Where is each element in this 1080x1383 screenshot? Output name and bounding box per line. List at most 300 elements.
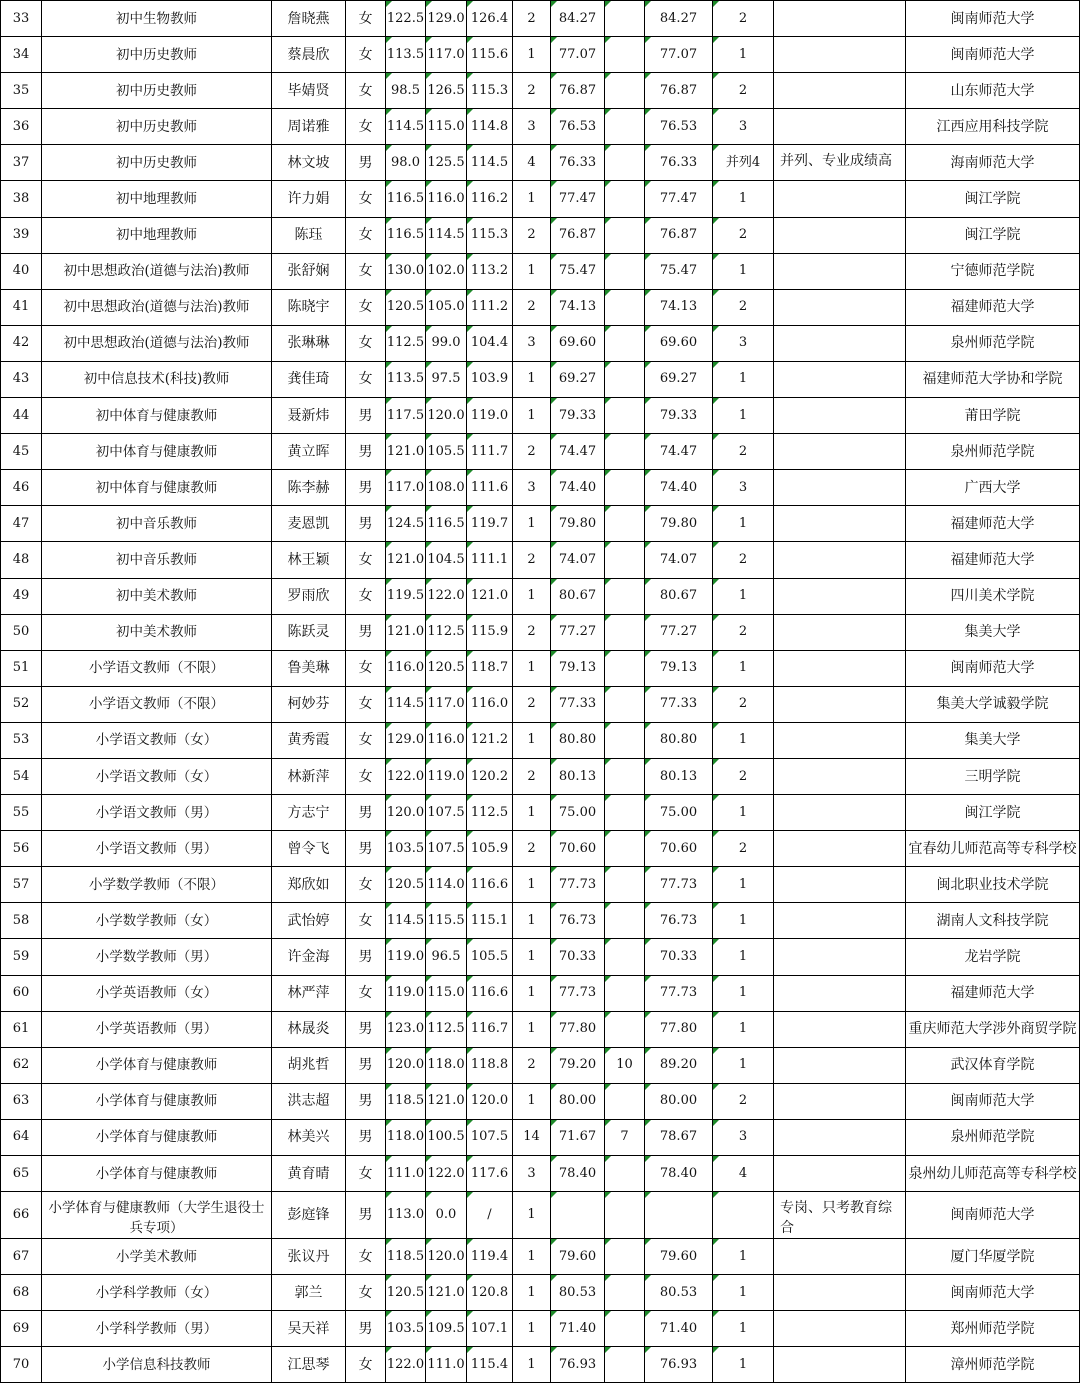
score-1-cell: 113.0 [386,1192,426,1239]
rank-2-cell: 1 [713,1275,774,1311]
school-cell: 宁德师范学院 [906,253,1080,289]
score-1-cell: 103.5 [386,831,426,867]
written-score-cell: 79.13 [551,650,605,686]
bonus-cell [605,542,645,578]
position-cell: 小学英语教师（女） [42,975,272,1011]
school-cell: 泉州幼儿师范高等专科学校 [906,1156,1080,1192]
rank-2-cell [713,1192,774,1239]
rank-1-cell: 2 [513,614,551,650]
row-number: 65 [1,1156,42,1192]
written-score-cell: 74.40 [551,470,605,506]
written-score-cell [551,1192,605,1239]
school-cell: 泉州师范学院 [906,434,1080,470]
name-cell: 麦恩凯 [272,506,346,542]
name-cell: 詹晓燕 [272,1,346,37]
row-number: 60 [1,975,42,1011]
table-row [1,1083,1080,1119]
table-row [1,109,1080,145]
rank-1-cell: 2 [513,73,551,109]
score-3-cell: 115.3 [467,217,513,253]
name-cell: 吴天祥 [272,1311,346,1347]
rank-1-cell: 1 [513,37,551,73]
score-3-cell: 115.3 [467,73,513,109]
score-3-cell: 111.6 [467,470,513,506]
rank-2-cell: 2 [713,217,774,253]
note-cell [774,361,906,397]
note-cell [774,1156,906,1192]
name-cell: 陈李赫 [272,470,346,506]
school-cell: 泉州师范学院 [906,325,1080,361]
score-1-cell: 120.0 [386,1047,426,1083]
written-score-cell: 76.73 [551,903,605,939]
note-cell [774,614,906,650]
score-1-cell: 120.5 [386,867,426,903]
score-1-cell: 113.5 [386,37,426,73]
score-3-cell: 119.7 [467,506,513,542]
score-1-cell: 120.5 [386,1275,426,1311]
score-1-cell: 112.5 [386,325,426,361]
table-row [1,506,1080,542]
note-cell [774,181,906,217]
school-cell: 四川美术学院 [906,578,1080,614]
score-3-cell: 107.5 [467,1119,513,1155]
position-cell: 小学语文教师（不限） [42,650,272,686]
score-1-cell: 117.5 [386,398,426,434]
score-3-cell: 126.4 [467,1,513,37]
table-row [1,867,1080,903]
bonus-cell: 7 [605,1119,645,1155]
rank-1-cell: 1 [513,1275,551,1311]
note-cell [774,434,906,470]
row-number: 36 [1,109,42,145]
rank-2-cell: 1 [713,361,774,397]
rank-1-cell: 1 [513,650,551,686]
school-cell: 湖南人文科技学院 [906,903,1080,939]
note-cell [774,73,906,109]
score-3-cell: 107.1 [467,1311,513,1347]
score-3-cell: 118.7 [467,650,513,686]
written-score-cell: 71.67 [551,1119,605,1155]
bonus-cell [605,470,645,506]
note-cell [774,795,906,831]
row-number: 67 [1,1239,42,1275]
row-number: 54 [1,758,42,794]
position-cell: 初中思想政治(道德与法治)教师 [42,289,272,325]
total-score-cell: 71.40 [645,1311,713,1347]
note-cell [774,1119,906,1155]
score-3-cell: 115.9 [467,614,513,650]
score-1-cell: 121.0 [386,434,426,470]
position-cell: 初中地理教师 [42,181,272,217]
row-number: 58 [1,903,42,939]
score-3-cell: 115.4 [467,1347,513,1383]
row-number: 47 [1,506,42,542]
bonus-cell [605,795,645,831]
written-score-cell: 77.33 [551,686,605,722]
total-score-cell [645,1192,713,1239]
position-cell: 初中思想政治(道德与法治)教师 [42,325,272,361]
school-cell: 郑州师范学院 [906,1311,1080,1347]
rank-2-cell: 1 [713,1347,774,1383]
position-cell: 初中美术教师 [42,578,272,614]
rank-2-cell: 1 [713,1311,774,1347]
written-score-cell: 69.60 [551,325,605,361]
position-cell: 初中信息技术(科技)教师 [42,361,272,397]
school-cell: 闽南师范大学 [906,650,1080,686]
bonus-cell [605,325,645,361]
note-cell [774,542,906,578]
note-cell [774,470,906,506]
position-cell: 小学语文教师（不限） [42,686,272,722]
school-cell: 泉州师范学院 [906,1119,1080,1155]
score-3-cell: 104.4 [467,325,513,361]
table-row [1,289,1080,325]
row-number: 70 [1,1347,42,1383]
position-cell: 初中历史教师 [42,73,272,109]
rank-1-cell: 2 [513,1,551,37]
total-score-cell: 79.80 [645,506,713,542]
written-score-cell: 78.40 [551,1156,605,1192]
row-number: 48 [1,542,42,578]
school-cell: 闽南师范大学 [906,37,1080,73]
total-score-cell: 80.67 [645,578,713,614]
rank-2-cell: 2 [713,289,774,325]
total-score-cell: 77.73 [645,975,713,1011]
total-score-cell: 75.47 [645,253,713,289]
score-2-cell: 121.0 [426,1083,467,1119]
note-cell [774,253,906,289]
table-row [1,650,1080,686]
score-3-cell: 103.9 [467,361,513,397]
position-cell: 小学体育与健康教师 [42,1083,272,1119]
rank-1-cell: 1 [513,795,551,831]
bonus-cell [605,217,645,253]
rank-2-cell: 3 [713,470,774,506]
rank-2-cell: 1 [713,939,774,975]
written-score-cell: 77.27 [551,614,605,650]
name-cell: 蔡晨欣 [272,37,346,73]
school-cell: 宜春幼儿师范高等专科学校 [906,831,1080,867]
total-score-cell: 74.47 [645,434,713,470]
name-cell: 张琳琳 [272,325,346,361]
name-cell: 方志宁 [272,795,346,831]
score-1-cell: 118.5 [386,1083,426,1119]
position-cell: 初中生物教师 [42,1,272,37]
gender-cell: 女 [346,1275,386,1311]
table-row [1,1275,1080,1311]
rank-2-cell: 3 [713,1119,774,1155]
row-number: 38 [1,181,42,217]
gender-cell: 女 [346,361,386,397]
note-cell [774,1275,906,1311]
score-1-cell: 116.5 [386,181,426,217]
table-row [1,1119,1080,1155]
name-cell: 林严萍 [272,975,346,1011]
note-cell [774,1311,906,1347]
rank-2-cell: 1 [713,1011,774,1047]
bonus-cell [605,73,645,109]
position-cell: 初中思想政治(道德与法治)教师 [42,253,272,289]
score-2-cell: 116.5 [426,506,467,542]
rank-2-cell: 1 [713,975,774,1011]
rank-1-cell: 1 [513,253,551,289]
school-cell: 集美大学 [906,722,1080,758]
position-cell: 小学数学教师（男） [42,939,272,975]
score-3-cell: 116.2 [467,181,513,217]
gender-cell: 男 [346,1192,386,1239]
score-3-cell: 111.1 [467,542,513,578]
score-2-cell: 126.5 [426,73,467,109]
row-number: 69 [1,1311,42,1347]
score-2-cell: 105.0 [426,289,467,325]
score-2-cell: 120.0 [426,398,467,434]
school-cell: 闽北职业技术学院 [906,867,1080,903]
rank-2-cell: 3 [713,109,774,145]
name-cell: 陈珏 [272,217,346,253]
name-cell: 黄立晖 [272,434,346,470]
row-number: 56 [1,831,42,867]
score-1-cell: 116.5 [386,217,426,253]
total-score-cell: 80.53 [645,1275,713,1311]
total-score-cell: 79.60 [645,1239,713,1275]
written-score-cell: 79.20 [551,1047,605,1083]
gender-cell: 女 [346,37,386,73]
total-score-cell: 76.87 [645,217,713,253]
score-1-cell: 98.0 [386,145,426,181]
score-2-cell: 111.0 [426,1347,467,1383]
written-score-cell: 74.13 [551,289,605,325]
school-cell: 集美大学 [906,614,1080,650]
table-row [1,758,1080,794]
score-2-cell: 115.5 [426,903,467,939]
note-cell [774,939,906,975]
score-3-cell: 112.5 [467,795,513,831]
total-score-cell: 77.33 [645,686,713,722]
score-1-cell: 114.5 [386,903,426,939]
name-cell: 许金海 [272,939,346,975]
note-cell [774,1083,906,1119]
score-2-cell: 120.5 [426,650,467,686]
rank-1-cell: 2 [513,434,551,470]
table-row [1,903,1080,939]
score-1-cell: 118.5 [386,1239,426,1275]
gender-cell: 女 [346,181,386,217]
bonus-cell [605,1,645,37]
score-2-cell: 120.0 [426,1239,467,1275]
bonus-cell [605,758,645,794]
table-row [1,1047,1080,1083]
score-2-cell: 107.5 [426,795,467,831]
row-number: 53 [1,722,42,758]
table-row [1,37,1080,73]
rank-2-cell: 1 [713,903,774,939]
note-cell: 专岗、只考教育综合 [774,1192,906,1239]
table-row [1,1011,1080,1047]
gender-cell: 女 [346,578,386,614]
score-1-cell: 124.5 [386,506,426,542]
school-cell: 福建师范大学 [906,506,1080,542]
table-body [1,1,1080,1383]
note-cell [774,578,906,614]
rank-2-cell: 4 [713,1156,774,1192]
rank-2-cell: 1 [713,867,774,903]
rank-1-cell: 4 [513,145,551,181]
total-score-cell: 78.40 [645,1156,713,1192]
score-2-cell: 0.0 [426,1192,467,1239]
row-number: 44 [1,398,42,434]
score-1-cell: 111.0 [386,1156,426,1192]
table-row [1,434,1080,470]
position-cell: 小学语文教师（男） [42,795,272,831]
note-cell [774,1347,906,1383]
written-score-cell: 70.60 [551,831,605,867]
score-2-cell: 104.5 [426,542,467,578]
gender-cell: 女 [346,217,386,253]
rank-2-cell: 1 [713,181,774,217]
total-score-cell: 76.33 [645,145,713,181]
school-cell: 闽南师范大学 [906,1,1080,37]
name-cell: 许力娟 [272,181,346,217]
total-score-cell: 69.60 [645,325,713,361]
school-cell: 集美大学诚毅学院 [906,686,1080,722]
school-cell: 重庆师范大学涉外商贸学院 [906,1011,1080,1047]
position-cell: 小学体育与健康教师 [42,1156,272,1192]
score-3-cell: 116.7 [467,1011,513,1047]
school-cell: 海南师范大学 [906,145,1080,181]
gender-cell: 女 [346,109,386,145]
row-number: 61 [1,1011,42,1047]
position-cell: 小学英语教师（男） [42,1011,272,1047]
score-2-cell: 129.0 [426,1,467,37]
total-score-cell: 70.60 [645,831,713,867]
school-cell: 闽南师范大学 [906,1275,1080,1311]
score-2-cell: 108.0 [426,470,467,506]
position-cell: 小学体育与健康教师 [42,1119,272,1155]
score-1-cell: 121.0 [386,542,426,578]
gender-cell: 女 [346,253,386,289]
rank-1-cell: 1 [513,1192,551,1239]
name-cell: 林美兴 [272,1119,346,1155]
written-score-cell: 76.53 [551,109,605,145]
written-score-cell: 76.87 [551,217,605,253]
position-cell: 小学数学教师（女） [42,903,272,939]
written-score-cell: 79.33 [551,398,605,434]
position-cell: 小学语文教师（男） [42,831,272,867]
score-2-cell: 122.0 [426,1156,467,1192]
written-score-cell: 75.00 [551,795,605,831]
name-cell: 黄秀霞 [272,722,346,758]
school-cell: 三明学院 [906,758,1080,794]
school-cell: 广西大学 [906,470,1080,506]
rank-2-cell: 并列4 [713,145,774,181]
written-score-cell: 77.80 [551,1011,605,1047]
rank-1-cell: 14 [513,1119,551,1155]
gender-cell: 男 [346,434,386,470]
school-cell: 漳州师范学院 [906,1347,1080,1383]
bonus-cell [605,145,645,181]
school-cell: 闽南师范大学 [906,1083,1080,1119]
gender-cell: 女 [346,758,386,794]
note-cell [774,722,906,758]
bonus-cell: 10 [605,1047,645,1083]
rank-1-cell: 1 [513,939,551,975]
school-cell: 山东师范大学 [906,73,1080,109]
gender-cell: 女 [346,686,386,722]
score-1-cell: 98.5 [386,73,426,109]
rank-1-cell: 1 [513,361,551,397]
bonus-cell [605,903,645,939]
score-1-cell: 119.5 [386,578,426,614]
score-2-cell: 117.0 [426,686,467,722]
gender-cell: 女 [346,1347,386,1383]
gender-cell: 男 [346,1311,386,1347]
table-row [1,253,1080,289]
rank-1-cell: 1 [513,1083,551,1119]
bonus-cell [605,578,645,614]
score-2-cell: 112.5 [426,1011,467,1047]
score-1-cell: 114.5 [386,109,426,145]
score-1-cell: 120.0 [386,795,426,831]
score-2-cell: 119.0 [426,758,467,794]
table-row [1,398,1080,434]
total-score-cell: 70.33 [645,939,713,975]
score-1-cell: 121.0 [386,614,426,650]
score-3-cell: 120.8 [467,1275,513,1311]
school-cell: 武汉体育学院 [906,1047,1080,1083]
table-row [1,795,1080,831]
rank-1-cell: 3 [513,325,551,361]
rank-2-cell: 2 [713,434,774,470]
written-score-cell: 74.07 [551,542,605,578]
position-cell: 小学信息科技教师 [42,1347,272,1383]
position-cell: 初中历史教师 [42,37,272,73]
rank-2-cell: 2 [713,614,774,650]
bonus-cell [605,722,645,758]
bonus-cell [605,686,645,722]
bonus-cell [605,1311,645,1347]
score-1-cell: 119.0 [386,939,426,975]
gender-cell: 男 [346,470,386,506]
position-cell: 小学体育与健康教师 [42,1047,272,1083]
written-score-cell: 75.47 [551,253,605,289]
name-cell: 林王颖 [272,542,346,578]
score-1-cell: 122.5 [386,1,426,37]
note-cell [774,37,906,73]
score-2-cell: 115.0 [426,109,467,145]
school-cell: 闽南师范大学 [906,1192,1080,1239]
gender-cell: 女 [346,722,386,758]
score-2-cell: 107.5 [426,831,467,867]
table-row [1,325,1080,361]
score-3-cell: 116.6 [467,867,513,903]
total-score-cell: 77.73 [645,867,713,903]
table-row [1,722,1080,758]
note-cell [774,506,906,542]
written-score-cell: 80.00 [551,1083,605,1119]
score-3-cell: 116.6 [467,975,513,1011]
row-number: 52 [1,686,42,722]
note-cell [774,650,906,686]
written-score-cell: 84.27 [551,1,605,37]
score-3-cell: 111.7 [467,434,513,470]
bonus-cell [605,506,645,542]
score-1-cell: 117.0 [386,470,426,506]
table-row [1,542,1080,578]
name-cell: 曾令飞 [272,831,346,867]
bonus-cell [605,398,645,434]
gender-cell: 男 [346,831,386,867]
school-cell: 龙岩学院 [906,939,1080,975]
